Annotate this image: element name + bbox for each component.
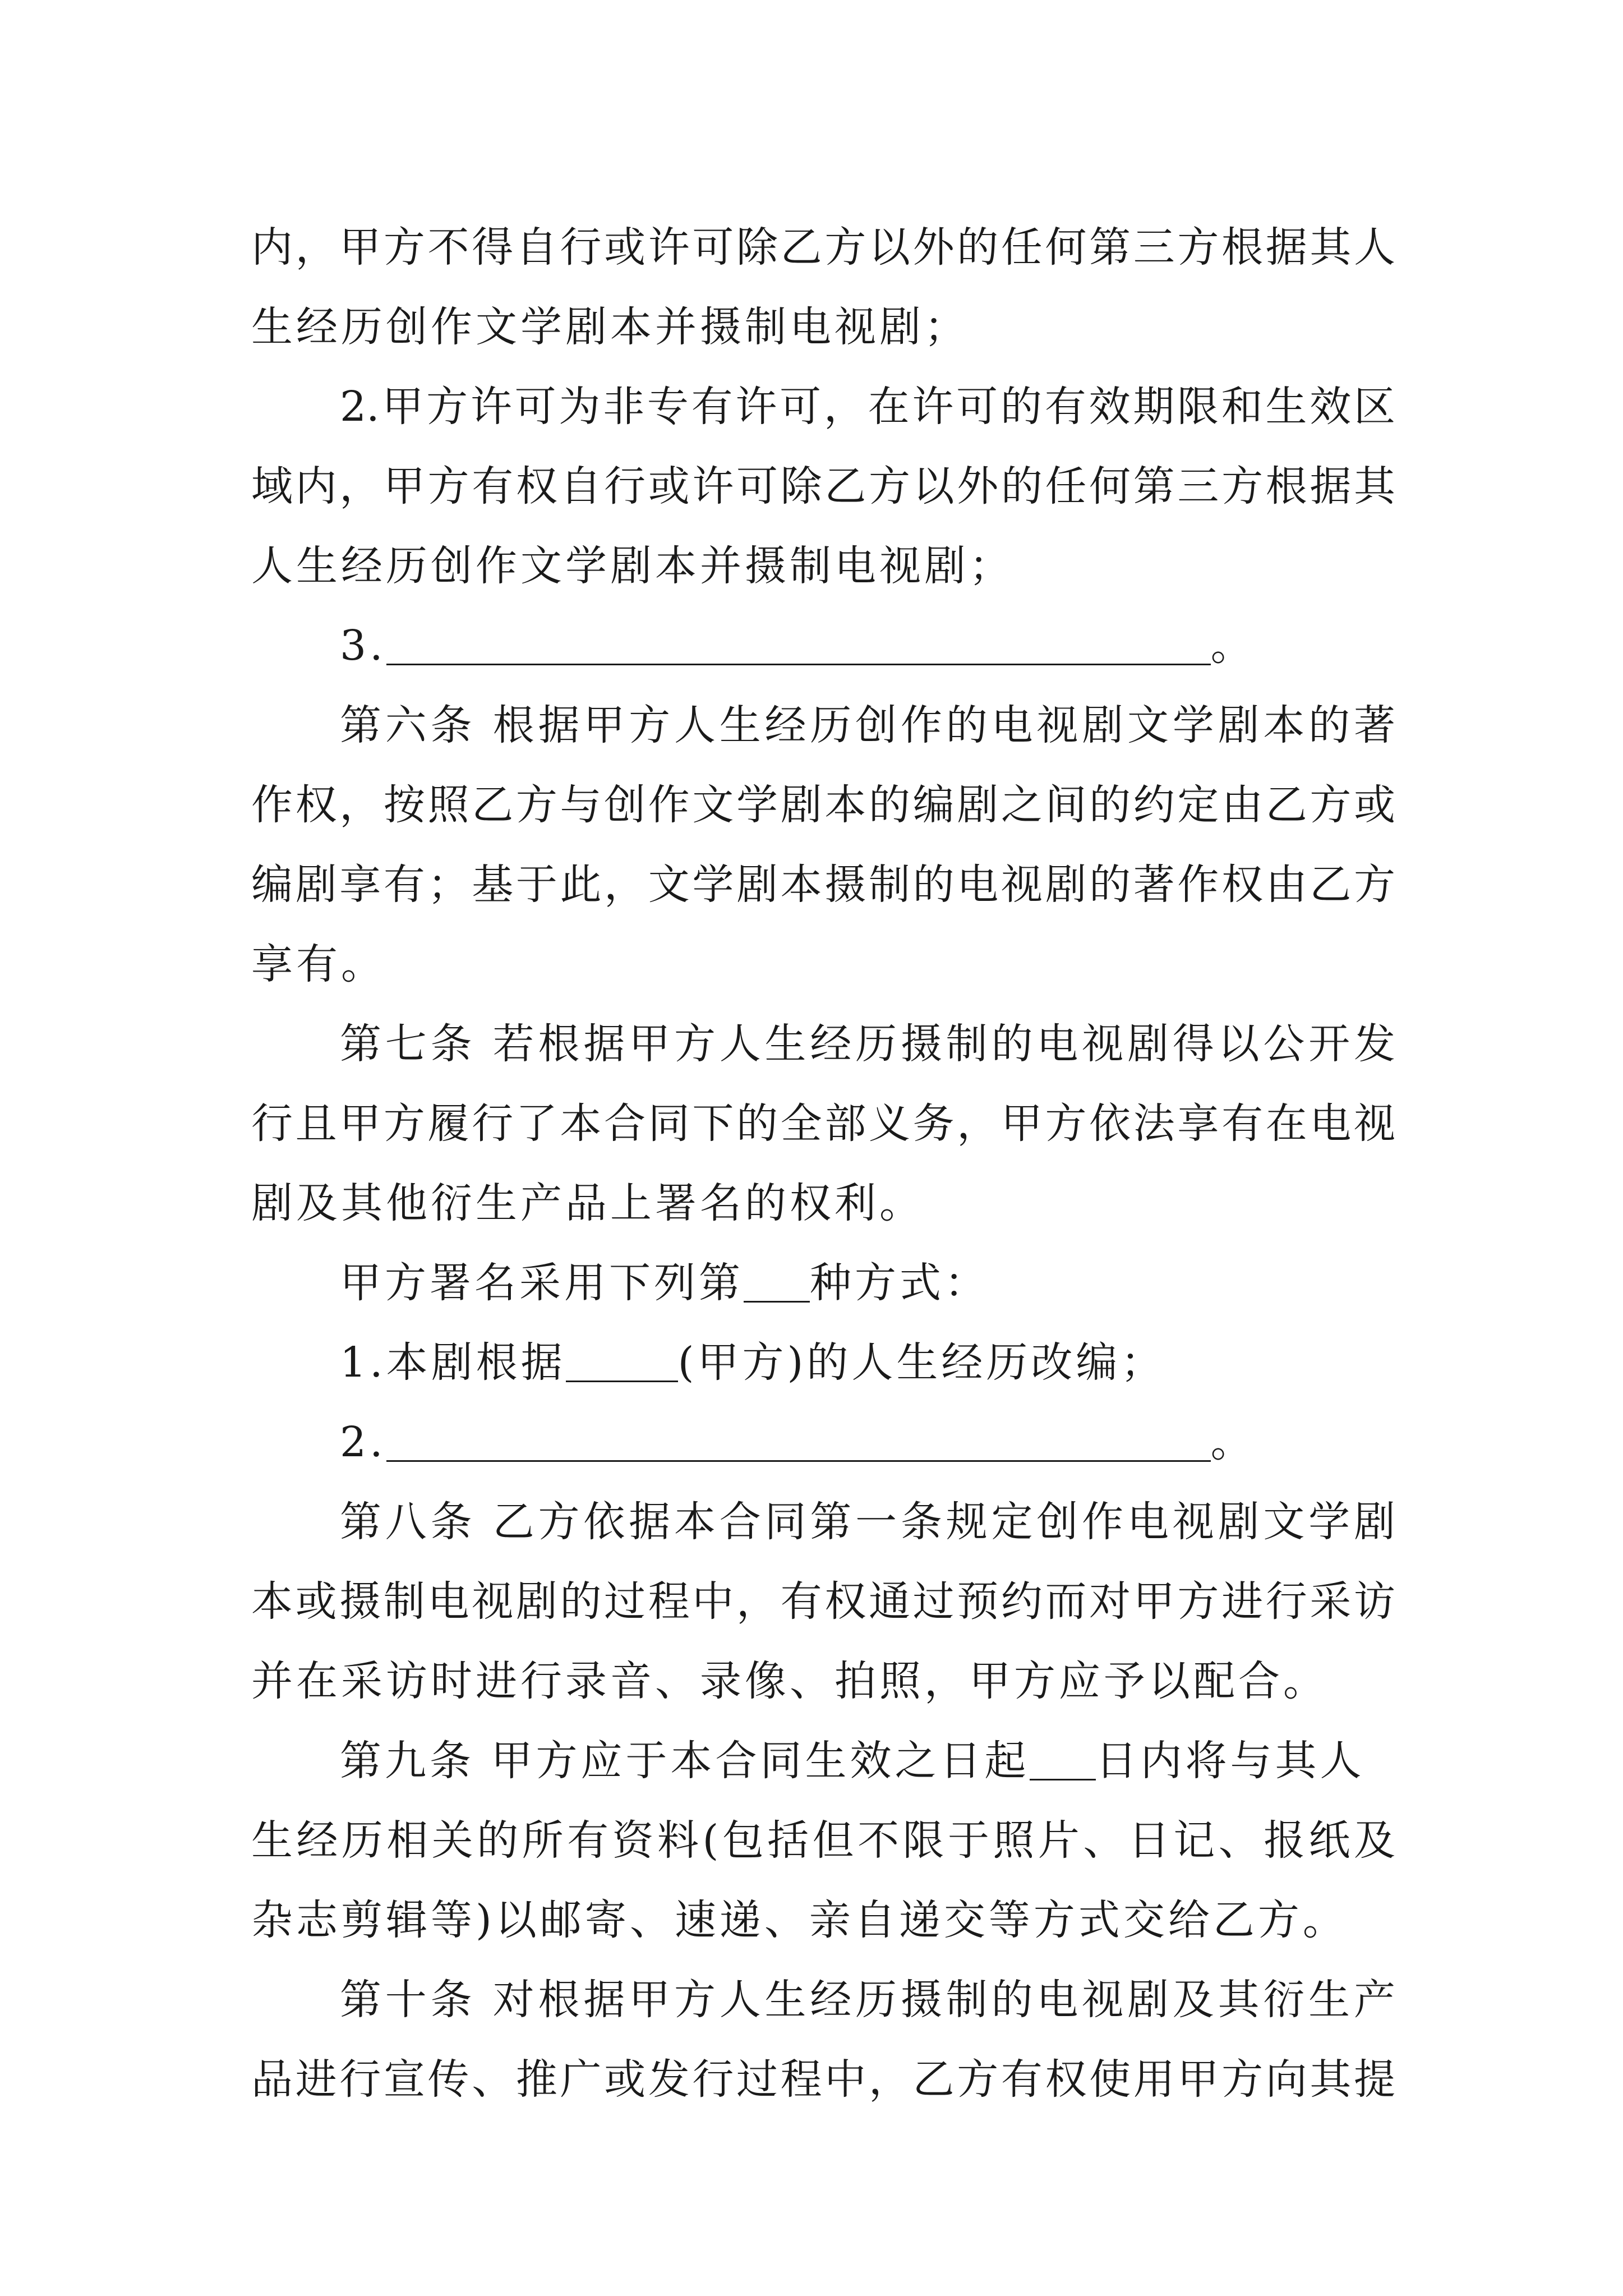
document-page [251, 208, 1395, 2119]
text-segment: 甲方署名采用下列第 [340, 1259, 744, 1307]
text-line: 享有。 [251, 940, 386, 988]
fill-in-blank [744, 1259, 810, 1303]
fill-in-line [251, 1402, 1395, 1482]
text-line: 生经历相关的所有资料(包括但不限于照片、日记、报纸及 [251, 1816, 1395, 1865]
text-line: 第十条 对根据甲方人生经历摄制的电视剧及其衍生产 [340, 1976, 1395, 2024]
text-line: 人生经历创作文学剧本并摄制电视剧； [251, 542, 1014, 590]
line-end-punctuation: 。 [1210, 622, 1256, 670]
text-segment: 第九条 甲方应于本合同生效之日起 [340, 1737, 1030, 1785]
fill-in-blank [386, 1419, 1211, 1462]
text-line: 生经历创作文学剧本并摄制电视剧； [251, 303, 969, 351]
text-segment: (甲方)的人生经历改编； [677, 1338, 1166, 1387]
text-line: 本或摄制电视剧的过程中，有权通过预约而对甲方进行采访 [251, 1577, 1395, 1626]
text-line: 编剧享有；基于此，文学剧本摄制的电视剧的著作权由乙方 [251, 861, 1395, 909]
text-line: 杂志剪辑等)以邮寄、速递、亲自递交等方式交给乙方。 [251, 1896, 1348, 1944]
text-line: 品进行宣传、推广或发行过程中，乙方有权使用甲方向其提 [251, 2055, 1395, 2104]
fill-in-line [251, 606, 1395, 685]
text-line: 2.甲方许可为非专有许可，在许可的有效期限和生效区 [340, 383, 1395, 431]
text-line: 域内，甲方有权自行或许可除乙方以外的任何第三方根据其 [251, 462, 1395, 510]
fill-in-blank [1030, 1737, 1096, 1780]
text-line: 第八条 乙方依据本合同第一条规定创作电视剧文学剧 [340, 1498, 1395, 1546]
text-line: 第六条 根据甲方人生经历创作的电视剧文学剧本的著 [340, 701, 1395, 749]
item-number: 2. [340, 1418, 386, 1466]
fill-in-line [251, 1243, 1395, 1323]
text-line: 第七条 若根据甲方人生经历摄制的电视剧得以公开发 [340, 1020, 1395, 1068]
line-end-punctuation: 。 [1210, 1418, 1256, 1466]
item-number: 3. [340, 622, 386, 670]
fill-in-line [251, 1323, 1395, 1402]
text-segment: 日内将与其人 [1095, 1737, 1365, 1785]
text-line: 内，甲方不得自行或许可除乙方以外的任何第三方根据其人 [251, 223, 1395, 272]
fill-in-line [251, 1721, 1395, 1801]
text-segment: 种方式： [810, 1259, 989, 1307]
text-line: 行且甲方履行了本合同下的全部义务，甲方依法享有在电视 [251, 1099, 1395, 1148]
fill-in-blank [386, 622, 1211, 665]
text-segment: 1.本剧根据 [340, 1338, 566, 1387]
text-line: 作权，按照乙方与创作文学剧本的编剧之间的约定由乙方或 [251, 781, 1395, 829]
text-line: 并在采访时进行录音、录像、拍照，甲方应予以配合。 [251, 1657, 1328, 1705]
fill-in-blank [566, 1339, 678, 1382]
text-line: 剧及其他衍生产品上署名的权利。 [251, 1179, 924, 1227]
